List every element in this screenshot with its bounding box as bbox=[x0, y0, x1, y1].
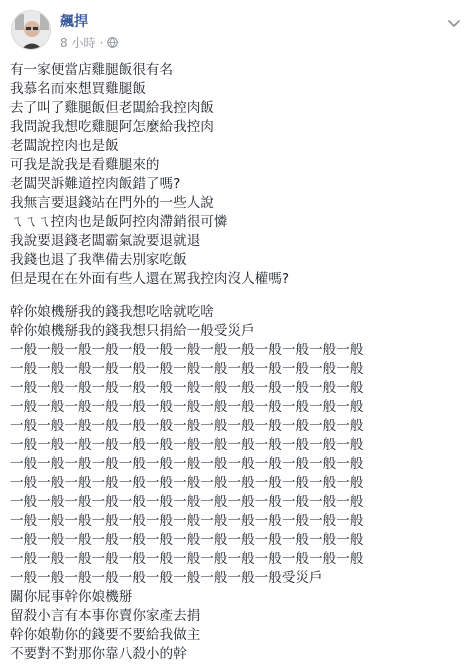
paragraph-line: 一般一般一般一般一般一般一般一般一般一般一般一般一般 bbox=[10, 361, 364, 377]
avatar[interactable] bbox=[11, 10, 51, 50]
paragraph-line: 一般一般一般一般一般一般一般一般一般一般一般一般一般 bbox=[10, 551, 364, 567]
paragraph-line: 我錢也退了我準備去別家吃飯 bbox=[10, 252, 187, 268]
paragraph-line: 一般一般一般一般一般一般一般一般一般一般一般一般一般 bbox=[10, 399, 364, 415]
chevron-down-icon[interactable] bbox=[447, 16, 461, 30]
paragraph-line: 一般一般一般一般一般一般一般一般一般一般一般一般一般 bbox=[10, 342, 364, 358]
paragraph-line: 幹你娘機掰我的錢我想吃啥就吃啥 bbox=[10, 304, 214, 320]
paragraph-line: 一般一般一般一般一般一般一般一般一般一般一般一般一般 bbox=[10, 532, 364, 548]
meta-separator: · bbox=[99, 35, 104, 50]
post-time[interactable]: 8 小時 bbox=[60, 36, 96, 50]
avatar-image bbox=[12, 11, 51, 50]
paragraph-line: 幹你娘機掰我的錢我想只捐給一般受災戶 bbox=[10, 323, 255, 339]
paragraph-line: 一般一般一般一般一般一般一般一般一般一般一般一般一般 bbox=[10, 513, 364, 529]
paragraph-line: 一般一般一般一般一般一般一般一般一般一般受災戶 bbox=[10, 570, 323, 586]
paragraph-line: 我問說我想吃雞腿阿怎麼給我控肉 bbox=[10, 119, 214, 135]
paragraph-line: 老闆哭訴難道控肉飯錯了嗎? bbox=[10, 176, 181, 192]
paragraph-line: 一般一般一般一般一般一般一般一般一般一般一般一般一般 bbox=[10, 475, 364, 491]
paragraph-gap bbox=[10, 289, 462, 303]
post-body bbox=[10, 61, 462, 664]
globe-icon[interactable] bbox=[107, 37, 118, 48]
paragraph-line: 可我是說我是看雞腿來的 bbox=[10, 157, 160, 173]
paragraph-line: 有一家便當店雞腿飯很有名 bbox=[10, 62, 174, 78]
paragraph-line: 我無言要退錢站在門外的一些人說 bbox=[10, 195, 214, 211]
paragraph-line: 我說要退錢老闆霸氣說要退就退 bbox=[10, 233, 201, 249]
paragraph-line: 去了叫了雞腿飯但老闆給我控肉飯 bbox=[10, 100, 214, 116]
post-header bbox=[11, 10, 461, 54]
paragraph-line: 不要對不對那你靠八殺小的幹 bbox=[10, 646, 187, 662]
paragraph-line: 關你屁事幹你娘機掰 bbox=[10, 589, 133, 605]
paragraph-line: 幹你娘勒你的錢要不要給我做主 bbox=[10, 627, 201, 643]
paragraph-line: 一般一般一般一般一般一般一般一般一般一般一般一般一般 bbox=[10, 437, 364, 453]
paragraph-line: 我慕名而來想買雞腿飯 bbox=[10, 81, 146, 97]
paragraph-line: 留殺小言有本事你賣你家產去捐 bbox=[10, 608, 201, 624]
paragraph-line: 一般一般一般一般一般一般一般一般一般一般一般一般一般 bbox=[10, 380, 364, 396]
post-meta bbox=[60, 34, 118, 51]
paragraph-line: ㄟㄟㄟ控肉也是飯阿控肉滯銷很可憐 bbox=[10, 214, 228, 230]
paragraph-line: 但是現在在外面有些人還在罵我控肉沒人權嗎? bbox=[10, 271, 290, 287]
paragraph-line: 老闆說控肉也是飯 bbox=[10, 138, 119, 154]
paragraph-line: 一般一般一般一般一般一般一般一般一般一般一般一般一般 bbox=[10, 418, 364, 434]
author-name[interactable]: 飆捍 bbox=[60, 14, 88, 30]
paragraph-line: 一般一般一般一般一般一般一般一般一般一般一般一般一般 bbox=[10, 494, 364, 510]
paragraph-line: 一般一般一般一般一般一般一般一般一般一般一般一般一般 bbox=[10, 456, 364, 472]
